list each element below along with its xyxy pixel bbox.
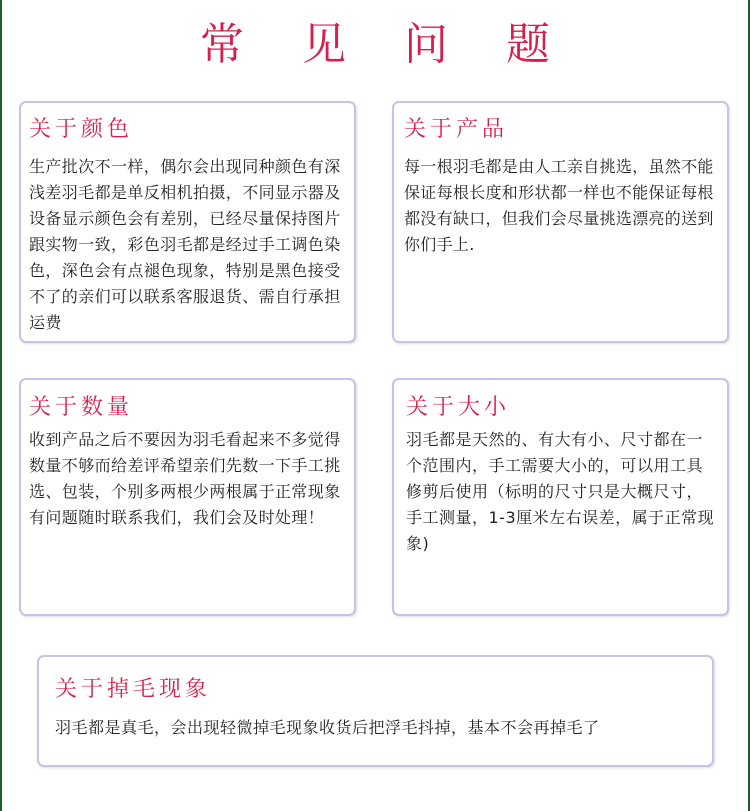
faq-card-product — [392, 101, 729, 343]
faq-heading-shedding: 关于掉毛现象 — [55, 677, 212, 702]
faq-card-size — [392, 378, 729, 616]
faq-text-quantity: 收到产品之后不要因为羽毛看起来不多觉得数量不够而给差评希望亲们先数一下手工挑选、包装，个别多两根少两根属于正常现象有问题随时联系我们，我们会及时处理！ — [29, 430, 341, 527]
faq-card-quantity — [19, 378, 356, 616]
faq-text-color: 生产批次不一样，偶尔会出现同种颜色有深浅差羽毛都是单反相机拍摄，不同显示器及设备显示颜色会有差别，已经尽量保持图片跟实物一致，彩色羽毛都是经过手工调色染色，深色会有点褪色现象，特别是黑色接受不了的亲们可以联系客服退货、需自行承担运费 — [29, 157, 341, 332]
faq-text-shedding: 羽毛都是真毛，会出现轻微掉毛现象收货后把浮毛抖掉，基本不会再掉毛了 — [55, 718, 600, 737]
faq-heading-size: 关于大小 — [406, 395, 511, 420]
faq-heading-quantity: 关于数量 — [29, 395, 134, 420]
left-border — [0, 0, 2, 811]
faq-card-color — [19, 101, 356, 343]
faq-heading-product: 关于产品 — [404, 117, 509, 142]
page-title: 常 见 问 题 — [200, 19, 572, 70]
faq-text-size: 羽毛都是天然的、有大有小、尺寸都在一个范围内，手工需要大小的，可以用工具修剪后使用（标明的尺寸只是大概尺寸，手工测量，1-3厘米左右误差，属于正常现象) — [406, 430, 715, 553]
faq-text-product: 每一根羽毛都是由人工亲自挑选，虽然不能保证每根长度和形状都一样也不能保证每根都没有缺口，但我们会尽量挑选漂亮的送到你们手上. — [404, 157, 714, 254]
faq-heading-color: 关于颜色 — [29, 117, 134, 142]
faq-card-shedding — [37, 655, 714, 767]
